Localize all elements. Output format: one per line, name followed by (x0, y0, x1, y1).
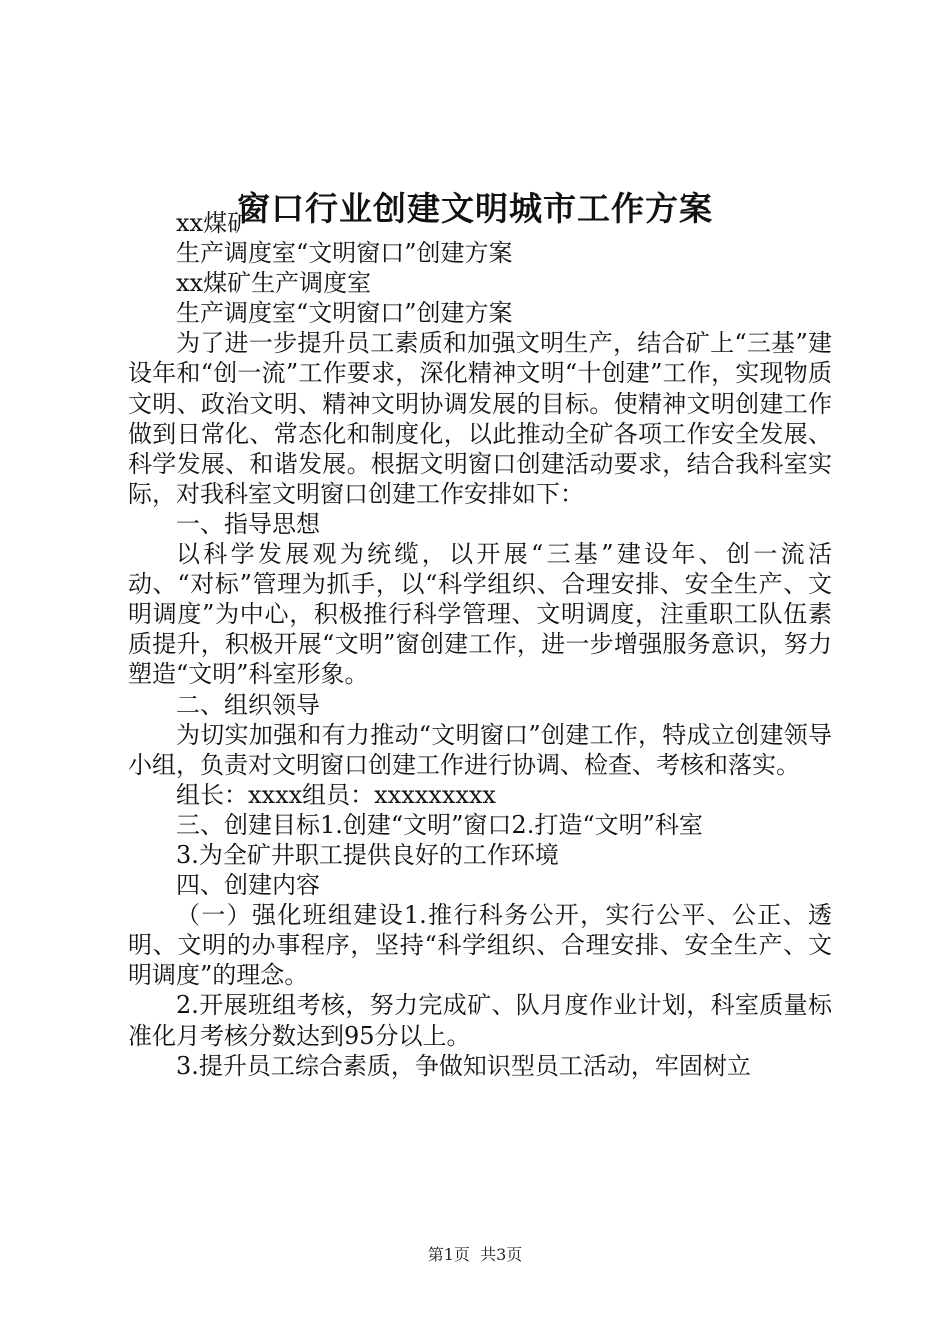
paragraph: xx煤矿生产调度室 (176, 269, 372, 298)
paragraph: （一）强化班组建设1.推行科务公开，实行公平、公正、透明、文明的办事程序，坚持“科学组织、合理安排、安全生产、文明调度”的理念。 (128, 901, 832, 990)
section-heading: 二、组织领导 (176, 690, 320, 719)
paragraph: 为切实加强和有力推动“文明窗口”创建工作，特成立创建领导小组，负责对文明窗口创建工作进行协调、检查、考核和落实。 (128, 720, 832, 779)
paragraph: 3.为全矿井职工提供良好的工作环境 (176, 840, 559, 869)
section-heading: 三、创建目标1.创建“文明”窗口2.打造“文明”科室 (176, 810, 703, 839)
paragraph: 组长：xxxx组员：xxxxxxxxx (176, 780, 496, 809)
paragraph: 生产调度室“文明窗口”创建方案 (176, 239, 513, 268)
page-number: 第1页 共3页 (427, 1245, 523, 1264)
page-footer (0, 1245, 950, 1265)
paragraph: 为了进一步提升员工素质和加强文明生产，结合矿上“三基”建设年和“创一流”工作要求，深化精神文明“十创建”工作，实现物质文明、政治文明、精神文明协调发展的目标。使精神文明创建工作做到日常化、常态化和制度化，以此推动全矿各项工作安全发展、科学发展、和谐发展。根据文明窗口创建活动要求，结合我科室实际，对我科室文明窗口创建工作安排如下： (128, 329, 832, 508)
document-title: 窗口行业创建文明城市工作方案 (237, 189, 713, 228)
document-body (128, 208, 832, 1081)
paragraph: 3.提升员工综合素质，争做知识型员工活动，牢固树立 (176, 1051, 751, 1080)
paragraph: 以科学发展观为统缆，以开展“三基”建设年、创一流活动、“对标”管理为抓手，以“科学组织、合理安排、安全生产、文明调度”为中心，积极推行科学管理、文明调度，注重职工队伍素质提升，积极开展“文明”窗创建工作，进一步增强服务意识，努力塑造“文明”科室形象。 (128, 540, 832, 689)
paragraph: 2.开展班组考核，努力完成矿、队月度作业计划，科室质量标准化月考核分数达到95分以上。 (128, 991, 832, 1050)
section-heading: 四、创建内容 (176, 871, 320, 900)
section-heading: 一、指导思想 (176, 509, 320, 538)
paragraph: xx煤矿 (176, 209, 252, 237)
paragraph: 生产调度室“文明窗口”创建方案 (176, 299, 513, 328)
